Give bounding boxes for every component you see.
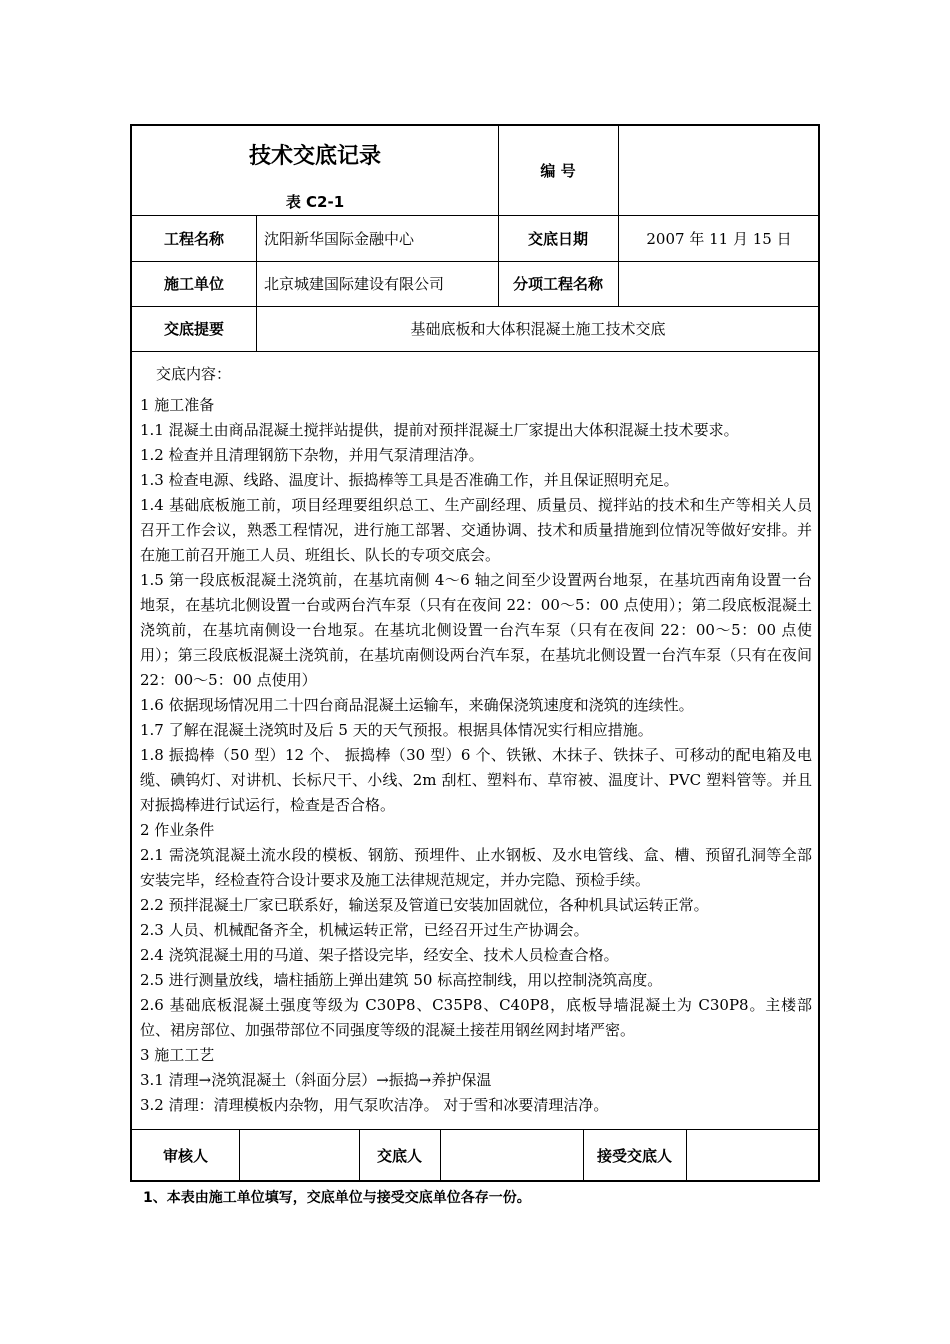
content-paragraph: 2.6 基础底板混凝土强度等级为 C30P8、C35P8、C40P8，底板导墙混凝土为 C30P8。主楼部位、裙房部位、加强带部位不同强度等级的混凝土接茬用钢丝网封堵严密。 [140,996,812,1039]
content-paragraph: 3.1 清理→浇筑混凝土（斜面分层）→振捣→养护保温 [140,1071,492,1089]
subproject-value[interactable] [618,261,820,306]
project-name-label: 工程名称 [163,229,224,248]
form-title: 技术交底记录 [248,143,381,169]
row-divider [132,351,818,352]
content-paragraph: 1.8 振捣棒（50 型）12 个、 振捣棒（30 型）6 个、铁锹、木抹子、铁抹子、可移动的配电箱及电缆、碘钨灯、对讲机、长标尺干、小线、2m 刮杠、塑料布、草帘被、温度计、PVC 塑料管等。并且对振捣棒进行试运行，检查是否合格。 [140,746,812,814]
date-label: 交底日期 [527,229,588,248]
content-paragraph: 3 施工工艺 [140,1046,215,1064]
content-paragraph: 1.4 基础底板施工前，项目经理要组织总工、生产副经理、质量员、搅拌站的技术和生产等相关人员召开工作会议，熟悉工程情况，进行施工部署、交通协调、技术和质量措施到位情况等做好安排。并在施工前召开施工人员、班组长、队长的专项交底会。 [140,496,812,564]
content-paragraph: 2.3 人员、机械配备齐全，机械运转正常，已经召开过生产协调会。 [140,921,589,939]
content-paragraph: 2.5 进行测量放线，墙柱插筋上弹出建筑 50 标高控制线，用以控制浇筑高度。 [140,971,663,989]
content-paragraph: 2.2 预拌混凝土厂家已联系好，输送泵及管道已安装加固就位，各种机具试运转正常。 [140,896,709,914]
content-paragraph: 1 施工准备 [140,396,215,414]
disclosure-content [140,362,812,1118]
content-paragraph: 1.7 了解在混凝土浇筑时及后 5 天的天气预报。根据具体情况实行相应措施。 [140,721,653,739]
contractor-value[interactable]: 北京城建国际建设有限公司 [264,275,445,293]
content-paragraph: 1.3 检查电源、线路、温度计、振捣棒等工具是否准确工作，并且保证照明充足。 [140,471,679,489]
contractor-label: 施工单位 [163,275,224,293]
form-number: 表 C2-1 [285,192,345,211]
presenter-label: 交底人 [376,1147,422,1165]
content-heading: 交底内容： [156,365,232,383]
project-name-value[interactable]: 沈阳新华国际金融中心 [264,229,415,248]
content-paragraph: 1.2 检查并且清理钢筋下杂物，并用气泵清理洁净。 [140,446,484,464]
code-value[interactable] [618,126,820,215]
content-paragraph: 1.6 依据现场情况用二十四台商品混凝土运输车，来确保浇筑速度和浇筑的连续性。 [140,696,694,714]
content-paragraph: 2.1 需浇筑混凝土流水段的模板、钢筋、预埋件、止水钢板、及水电管线、盒、槽、预留孔洞等全部安装完毕，经检查符合设计要求及施工法律规范规定，并办完隐、预检手续。 [140,846,812,889]
subproject-label: 分项工程名称 [512,275,603,293]
content-paragraph: 2 作业条件 [140,821,215,839]
summary-value[interactable]: 基础底板和大体积混凝土施工技术交底 [410,320,666,338]
receiver-label: 接受交底人 [596,1147,672,1165]
reviewer-label: 审核人 [162,1147,208,1165]
content-paragraph: 1.5 第一段底板混凝土浇筑前，在基坑南侧 4～6 轴之间至少设置两台地泵，在基坑西南角设置一台地泵，在基坑北侧设置一台或两台汽车泵（只有在夜间 22：00～5：00 点使用）；第二段底板混凝土浇筑前，在基坑南侧设一台地泵。在基坑北侧设置一台汽车泵（只有在夜间 22：00～5：00 点使用）；第三段底板混凝土浇筑前，在基坑南侧设两台汽车泵，在基坑北侧设置一台汽车泵（只有在夜间 22：00～5：00 点使用） [140,571,812,689]
footnote: 1、本表由施工单位填写，交底单位与接受交底单位各存一份。 [143,1190,531,1206]
content-paragraph: 1.1 混凝土由商品混凝土搅拌站提供，提前对预拌混凝土厂家提出大体积混凝土技术要求。 [140,421,739,439]
content-paragraph: 3.2 清理：清理模板内杂物，用气泵吹洁净。 对于雪和冰要清理洁净。 [140,1096,609,1114]
reviewer-value[interactable] [239,1129,359,1182]
summary-label: 交底提要 [163,320,224,338]
presenter-value[interactable] [440,1129,583,1182]
receiver-value[interactable] [686,1129,820,1182]
code-label: 编 号 [540,162,576,180]
content-paragraph: 2.4 浇筑混凝土用的马道、架子搭设完毕，经安全、技术人员检查合格。 [140,946,619,964]
date-value[interactable]: 2007 年 11 月 15 日 [646,229,792,248]
content-body [140,393,812,1118]
technical-disclosure-form [130,124,820,1182]
